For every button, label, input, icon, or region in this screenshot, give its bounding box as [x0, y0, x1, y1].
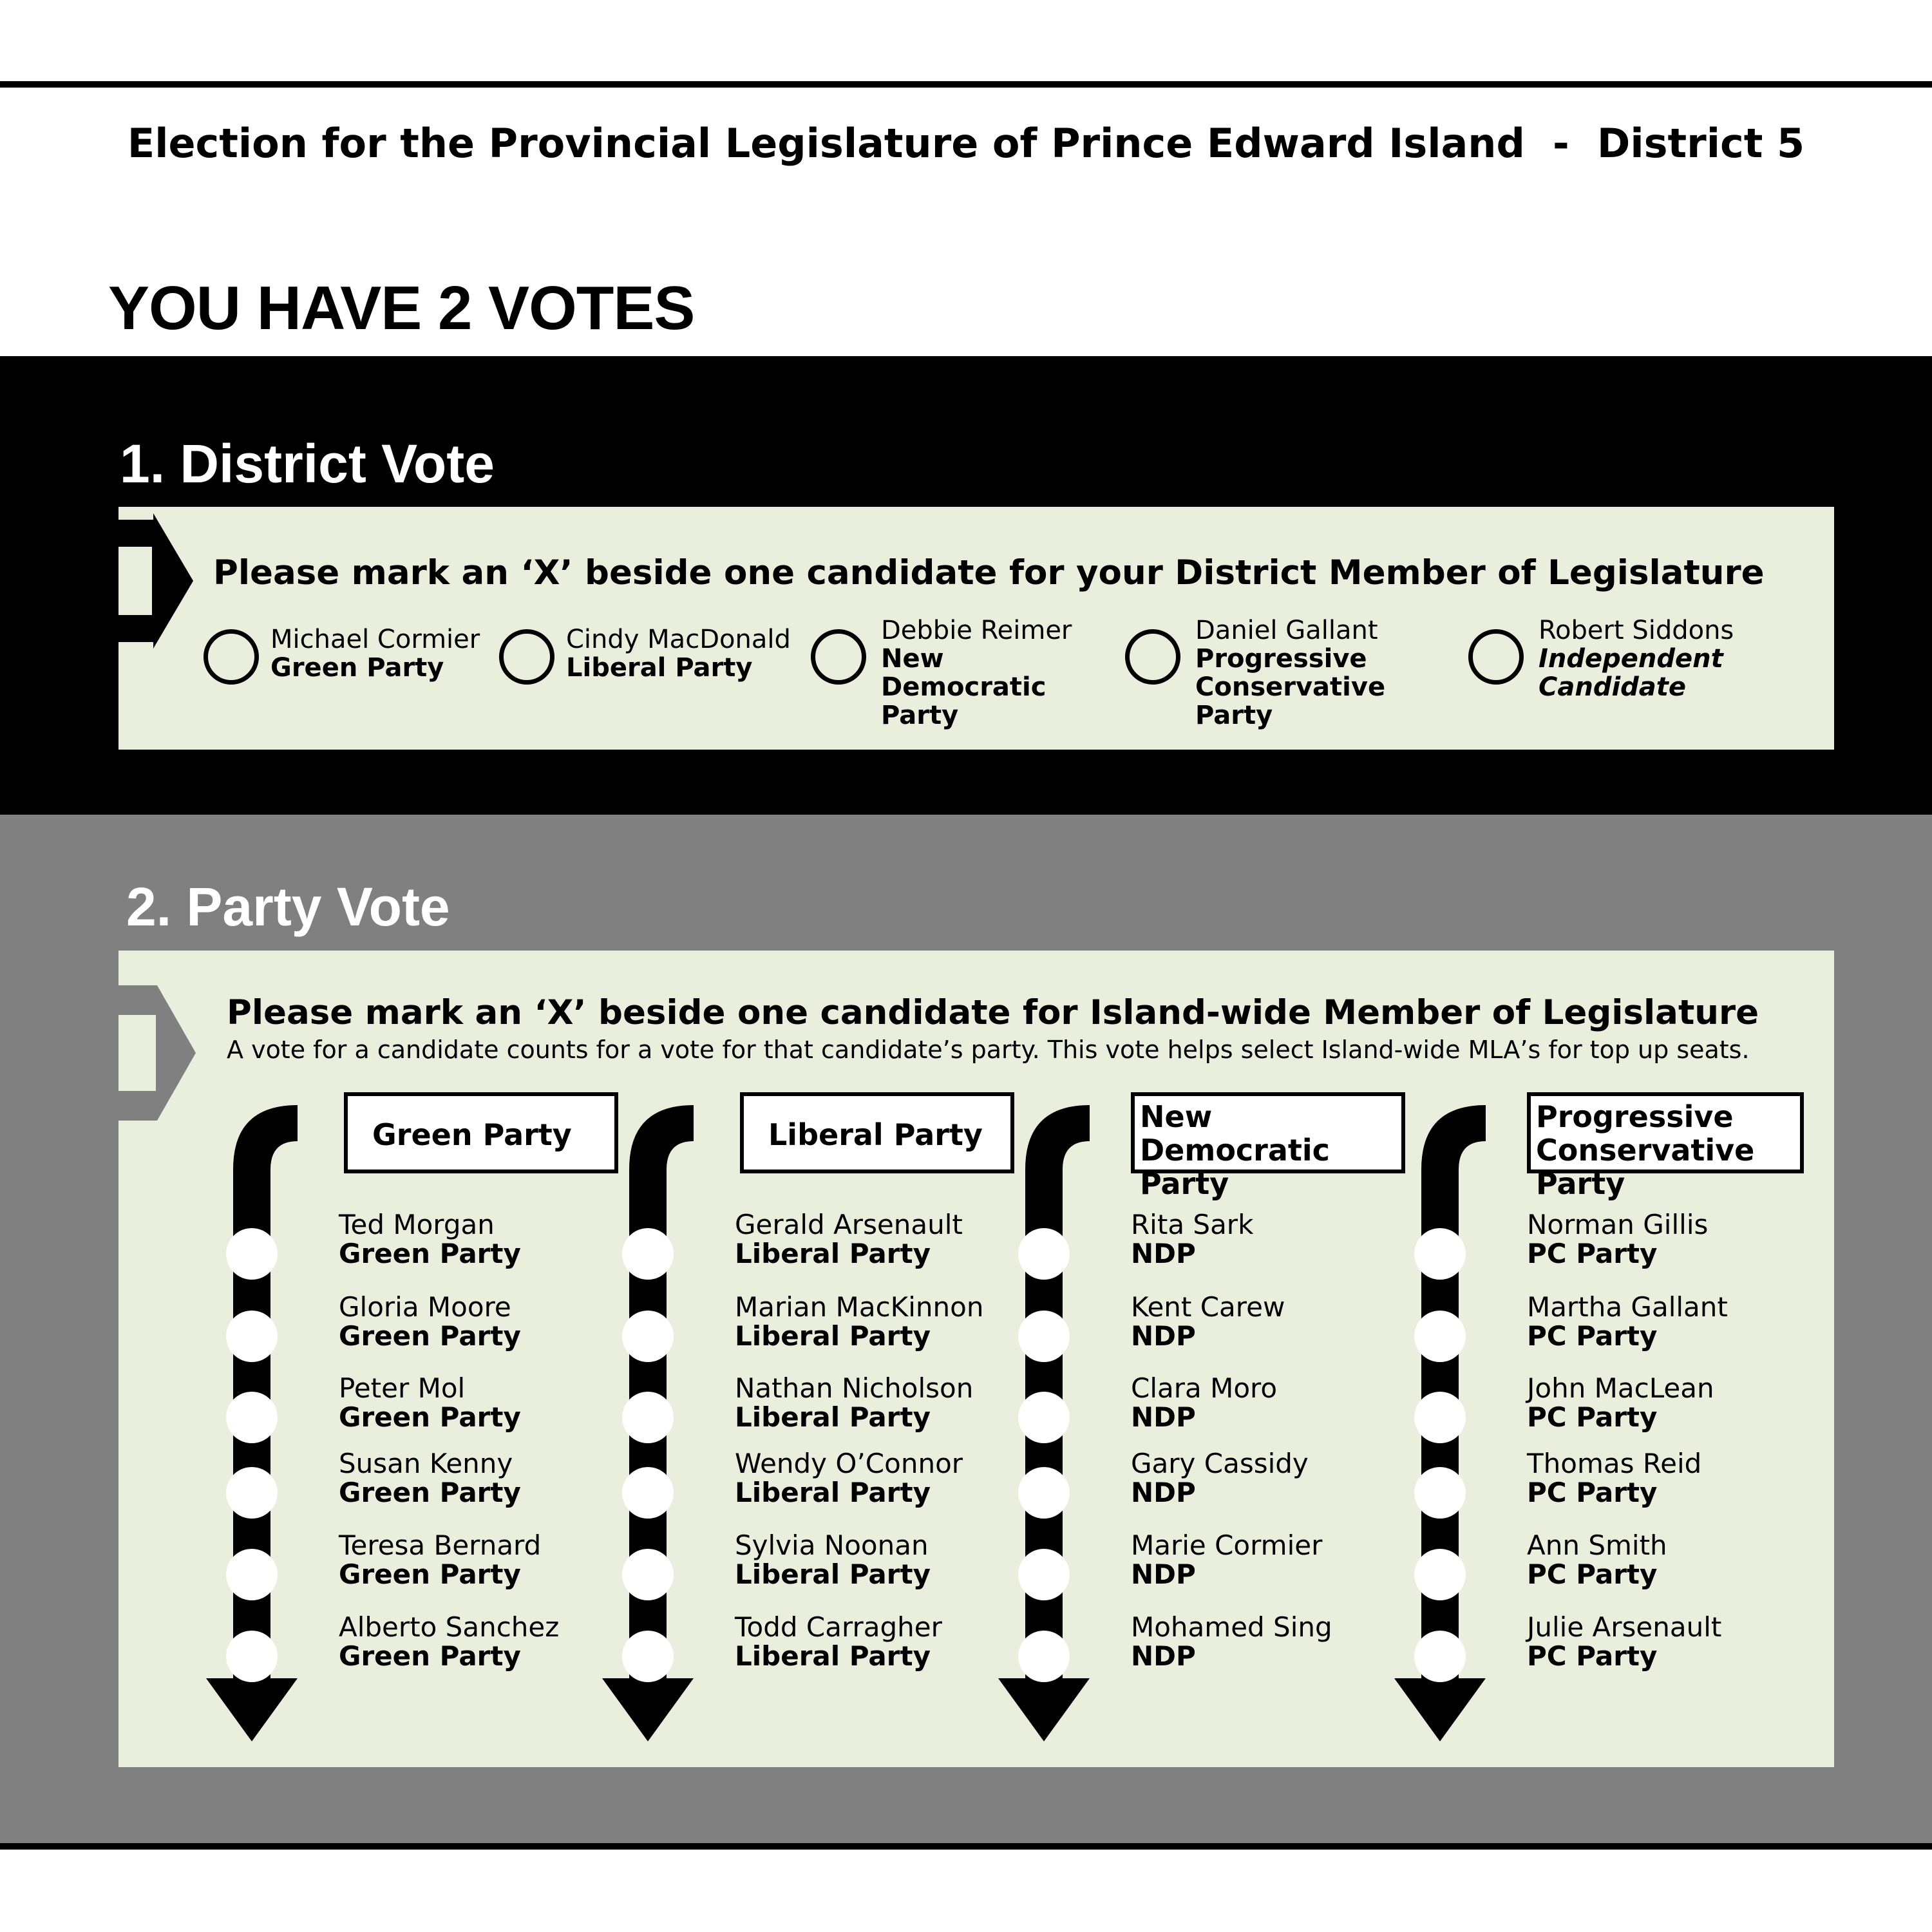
candidate-name: Debbie Reimer: [881, 616, 1072, 645]
party-label: Liberal Party: [740, 1092, 1014, 1173]
district-instruction: Please mark an ‘X’ beside one candidate for your District Member of Legislature: [213, 553, 1765, 592]
candidate-name: Clara Moro: [1131, 1372, 1278, 1404]
candidate-text: [1131, 1449, 1309, 1507]
candidate-name: Marie Cormier: [1131, 1530, 1323, 1561]
candidate-party: PC Party: [1527, 1238, 1658, 1269]
top-rule: [0, 81, 1932, 88]
party-vote-heading: 2. Party Vote: [126, 876, 450, 937]
candidate-party: PC Party: [1527, 1558, 1658, 1590]
vote-circle[interactable]: [622, 1549, 674, 1600]
candidate-party: Liberal Party: [735, 1558, 931, 1590]
vote-circle[interactable]: [1125, 629, 1180, 685]
vote-circle[interactable]: [1414, 1549, 1466, 1600]
candidate-text: [1527, 1613, 1721, 1671]
candidate-party: Liberal Party: [735, 1640, 931, 1672]
candidate-party: NDP: [1131, 1238, 1196, 1269]
candidate-text: [1527, 1449, 1701, 1507]
candidate-party: Green Party: [339, 1320, 521, 1352]
candidate-name: Sylvia Noonan: [735, 1530, 929, 1561]
vote-circle[interactable]: [1018, 1549, 1070, 1600]
candidate-party: Liberal Party: [566, 653, 753, 683]
candidate-text: [735, 1531, 931, 1589]
party-list-columns: [118, 951, 1834, 1767]
candidate-text: [339, 1293, 521, 1350]
candidate-text: [339, 1210, 521, 1268]
vote-circle[interactable]: [226, 1549, 278, 1600]
candidate-text: [1527, 1531, 1667, 1589]
candidate-text: [339, 1531, 541, 1589]
candidate-text: [1527, 1293, 1728, 1350]
candidate-name: Alberto Sanchez: [339, 1611, 560, 1643]
candidate-name: Thomas Reid: [1527, 1448, 1702, 1479]
candidate-text: [735, 1293, 983, 1350]
candidate-text: [339, 1613, 559, 1671]
candidate-party: NDP: [1131, 1320, 1196, 1352]
candidate-party: NDP: [1131, 1558, 1196, 1590]
candidate-name: Susan Kenny: [339, 1448, 513, 1479]
candidate-name: Gerald Arsenault: [735, 1209, 963, 1240]
vote-circle[interactable]: [226, 1467, 278, 1519]
candidate-party: Green Party: [339, 1640, 521, 1672]
vote-circle[interactable]: [622, 1631, 674, 1682]
candidate-party: Green Party: [339, 1477, 521, 1508]
candidate-text: [1131, 1374, 1277, 1432]
candidate-party: Green Party: [339, 1238, 521, 1269]
vote-circle[interactable]: [1414, 1392, 1466, 1443]
candidate-party: PC Party: [1527, 1477, 1658, 1508]
candidate-name: Marian MacKinnon: [735, 1291, 984, 1323]
candidate-text: [1195, 616, 1385, 730]
candidate-name: John MacLean: [1527, 1372, 1714, 1404]
candidate-name: Cindy MacDonald: [566, 625, 791, 654]
candidate-name: Wendy O’Connor: [735, 1448, 963, 1479]
candidate-name: Michael Cormier: [270, 625, 480, 654]
party-list-column: [585, 951, 985, 1767]
candidate-text: [339, 1374, 521, 1432]
candidate-text: [735, 1613, 942, 1671]
candidate-text: [1131, 1293, 1285, 1350]
vote-circle[interactable]: [622, 1467, 674, 1519]
candidate-party: Green Party: [270, 653, 444, 683]
candidate-name: Rita Sark: [1131, 1209, 1254, 1240]
party-instruction: Please mark an ‘X’ beside one candidate for Island-wide Member of Legislature: [227, 993, 1759, 1032]
party-list-column: [981, 951, 1381, 1767]
candidate-party: Green Party: [339, 1401, 521, 1433]
district-candidate-list: [118, 616, 1834, 743]
candidate-text: [735, 1449, 963, 1507]
candidate-text: [735, 1374, 973, 1432]
candidate-party: PC Party: [1527, 1401, 1658, 1433]
candidate-party: Liberal Party: [735, 1238, 931, 1269]
bottom-rule: [0, 1843, 1932, 1850]
vote-circle[interactable]: [499, 629, 554, 685]
vote-circle[interactable]: [226, 1631, 278, 1682]
candidate-text: [735, 1210, 963, 1268]
candidate-name: Julie Arsenault: [1527, 1611, 1722, 1643]
votes-heading: YOU HAVE 2 VOTES: [108, 274, 695, 343]
candidate-text: [270, 625, 480, 682]
candidate-text: [881, 616, 1072, 730]
candidate-name: Gloria Moore: [339, 1291, 511, 1323]
candidate-name: Teresa Bernard: [339, 1530, 542, 1561]
vote-circle[interactable]: [1018, 1228, 1070, 1280]
vote-circle[interactable]: [811, 629, 866, 685]
district-vote-panel: [118, 507, 1834, 750]
candidate-name: Ann Smith: [1527, 1530, 1667, 1561]
vote-circle[interactable]: [1018, 1467, 1070, 1519]
candidate-name: Todd Carragher: [735, 1611, 942, 1643]
party-label: Green Party: [344, 1092, 618, 1173]
vote-circle[interactable]: [226, 1392, 278, 1443]
vote-circle[interactable]: [1018, 1631, 1070, 1682]
candidate-party: Liberal Party: [735, 1401, 931, 1433]
candidate-text: [1539, 616, 1734, 701]
vote-circle[interactable]: [1018, 1392, 1070, 1443]
candidate-name: Ted Morgan: [339, 1209, 495, 1240]
ballot-title: Election for the Provincial Legislature of Prince Edward Island - District 5: [127, 120, 1805, 167]
candidate-text: [1527, 1374, 1714, 1432]
party-vote-panel: [118, 951, 1834, 1767]
candidate-name: Martha Gallant: [1527, 1291, 1728, 1323]
candidate-text: [1527, 1210, 1708, 1268]
vote-circle[interactable]: [1018, 1311, 1070, 1362]
candidate-party: Liberal Party: [735, 1320, 931, 1352]
candidate-party: Progressive Conservative Party: [1195, 644, 1386, 730]
vote-circle[interactable]: [622, 1228, 674, 1280]
candidate-name: Norman Gillis: [1527, 1209, 1709, 1240]
candidate-text: [566, 625, 791, 682]
party-list-column: [189, 951, 589, 1767]
vote-circle[interactable]: [226, 1228, 278, 1280]
party-list-column: [1378, 951, 1777, 1767]
candidate-party: NDP: [1131, 1401, 1196, 1433]
vote-circle[interactable]: [622, 1311, 674, 1362]
party-label: Progressive Conservative Party: [1527, 1092, 1804, 1173]
candidate-name: Gary Cassidy: [1131, 1448, 1309, 1479]
party-label: New Democratic Party: [1131, 1092, 1405, 1173]
candidate-text: [1131, 1531, 1322, 1589]
candidate-name: Kent Carew: [1131, 1291, 1285, 1323]
candidate-party: Liberal Party: [735, 1477, 931, 1508]
candidate-party: Independent Candidate: [1539, 644, 1723, 702]
candidate-text: [339, 1449, 521, 1507]
candidate-party: PC Party: [1527, 1320, 1658, 1352]
district-vote-heading: 1. District Vote: [120, 433, 495, 494]
candidate-text: [1131, 1210, 1253, 1268]
candidate-party: PC Party: [1527, 1640, 1658, 1672]
candidate-name: Daniel Gallant: [1195, 616, 1378, 645]
candidate-text: [1131, 1613, 1332, 1671]
vote-circle[interactable]: [1414, 1311, 1466, 1362]
vote-circle[interactable]: [204, 629, 259, 685]
vote-circle[interactable]: [622, 1392, 674, 1443]
candidate-party: NDP: [1131, 1477, 1196, 1508]
vote-circle[interactable]: [226, 1311, 278, 1362]
vote-circle[interactable]: [1414, 1467, 1466, 1519]
candidate-name: Robert Siddons: [1539, 616, 1734, 645]
candidate-party: New Democratic Party: [881, 644, 1046, 730]
candidate-party: NDP: [1131, 1640, 1196, 1672]
party-sub-instruction: A vote for a candidate counts for a vote for that candidate’s party. This vote helps select Island-wide MLA’s for top up seats.: [227, 1036, 1750, 1064]
candidate-name: Mohamed Sing: [1131, 1611, 1332, 1643]
vote-circle[interactable]: [1414, 1228, 1466, 1280]
candidate-name: Nathan Nicholson: [735, 1372, 974, 1404]
candidate-party: Green Party: [339, 1558, 521, 1590]
candidate-name: Peter Mol: [339, 1372, 466, 1404]
vote-circle[interactable]: [1414, 1631, 1466, 1682]
vote-circle[interactable]: [1468, 629, 1524, 685]
